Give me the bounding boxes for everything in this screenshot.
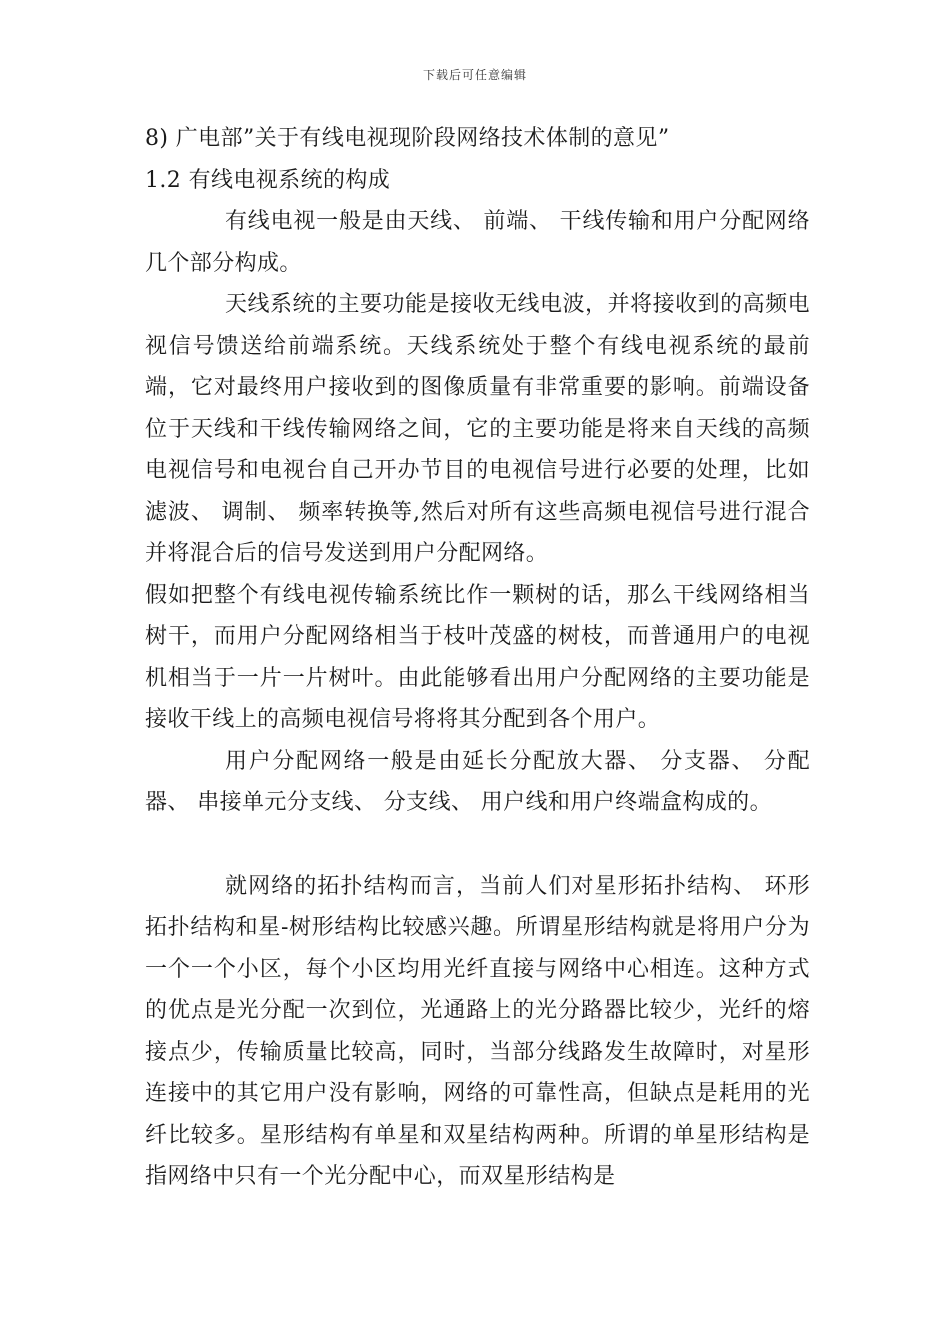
- section-heading: 1.2 有线电视系统的构成: [145, 167, 391, 193]
- document-body: [145, 118, 810, 1198]
- page-header-note: 下载后可任意编辑: [422, 68, 527, 82]
- paragraph-antenna-and-headend: 天线系统的主要功能是接收无线电波，并将接收到的高频电视信号馈送给前端系统。天线系统处于整个有线电视系统的最前端，它对最终用户接收到的图像质量有非常重要的影响。前端设备位于天线和干线传输网络之间，它的主要功能是将来自天线的高频电视信号和电视台自己开办节目的电视信号进行必要的处理，比如滤波、 调制、 频率转换等,然后对所有这些高频电视信号进行混合并将混合后的信号发送到用户分配网络。: [145, 292, 810, 566]
- paragraph-cable-tv-composition: 有线电视一般是由天线、 前端、 干线传输和用户分配网络几个部分构成。: [145, 209, 810, 276]
- blank-line: [145, 824, 810, 866]
- paragraph-network-topology: 就网络的拓扑结构而言，当前人们对星形拓扑结构、 环形拓扑结构和星-树形结构比较感兴趣。所谓星形结构就是将用户分为一个一个小区，每个小区均用光纤直接与网络中心相连。这种方式的优点是光分配一次到位，光通路上的光分路器比较少，光纤的熔接点少，传输质量比较高，同时，当部分线路发生故障时，对星形连接中的其它用户没有影响，网络的可靠性高，但缺点是耗用的光纤比较多。星形结构有单星和双星结构两种。所谓的单星形结构是指网络中只有一个光分配中心，而双星形结构是: [145, 873, 810, 1189]
- list-item-8: 8) 广电部”关于有线电视现阶段网络技术体制的意见”: [145, 126, 670, 151]
- paragraph-distribution-network: 用户分配网络一般是由延长分配放大器、 分支器、 分配器、 串接单元分支线、 分支线、 用户线和用户终端盒构成的。: [145, 748, 810, 815]
- paragraph-tree-analogy: 假如把整个有线电视传输系统比作一颗树的话，那么干线网络相当树干，而用户分配网络相当于枝叶茂盛的树枝，而普通用户的电视机相当于一片一片树叶。由此能够看出用户分配网络的主要功能是接收干线上的高频电视信号将将其分配到各个用户。: [145, 582, 810, 732]
